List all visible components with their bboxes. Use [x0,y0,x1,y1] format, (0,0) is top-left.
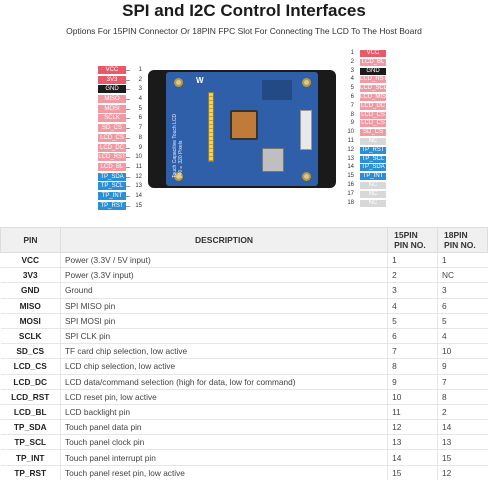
cell-pin: SD_CS [1,344,61,359]
pin-wire [126,177,130,178]
cell-description: SPI CLK pin [60,328,387,343]
cell-18pin-no: 2 [438,404,488,419]
table-row [1,313,488,328]
cell-15pin-no: 9 [388,374,438,389]
pin-number: 16 [347,181,354,188]
table-row [1,283,488,298]
pin-wire [126,167,130,168]
col-header-15pin [388,228,438,253]
pin-wire [126,186,130,187]
cell-pin: 3V3 [1,268,61,283]
cell-18pin-no: 12 [438,465,488,480]
cell-18pin-no: 7 [438,374,488,389]
pin-wire [126,118,130,119]
pin-number: 15 [347,173,354,180]
pin-number: 10 [135,154,142,161]
table-row [1,435,488,450]
pin-label: TP_SDA [98,173,126,181]
pin-number: 4 [350,76,354,83]
pin-label: LCD_RST [98,154,126,161]
pin-number: 5 [138,105,142,112]
cell-pin: LCD_RST [1,389,61,404]
cell-description: Touch panel interrupt pin [60,450,387,465]
cell-18pin-no: NC [438,268,488,283]
col-header-18pin-line1: 18PIN [444,230,468,240]
side-connector [300,110,312,150]
cell-pin: TP_INT [1,450,61,465]
cell-18pin-no: 13 [438,435,488,450]
pin-label: TP_SCL [98,182,126,190]
table-row [1,359,488,374]
pin-number: 7 [138,125,142,132]
pin-number: 2 [350,58,354,65]
pin-label: LCD_DC [99,144,124,151]
pin-label: TP_RST [361,146,385,153]
cell-pin: TP_SDA [1,420,61,435]
pin-wire [126,196,130,197]
cell-18pin-no: 14 [438,420,488,435]
pin-label: NC [360,191,386,198]
table-row [1,374,488,389]
col-header-description: DESCRIPTION [60,228,387,253]
pin-wire [126,70,130,71]
pin-number: 9 [138,144,142,151]
cell-18pin-no: 5 [438,313,488,328]
cell-pin: MISO [1,298,61,313]
pin-number: 13 [135,183,142,190]
pin-wire [126,138,130,139]
pin-table [0,227,488,480]
pin-label: NC [360,200,386,207]
cell-pin: VCC [1,253,61,268]
cell-pin: LCD_BL [1,404,61,419]
pin-label: LCD_MISO [360,93,391,100]
pin-number: 8 [350,111,354,118]
pin-label: NC [360,182,386,189]
pin-number: 5 [350,85,354,92]
table-row [1,344,488,359]
cell-pin: LCD_CS [1,359,61,374]
mounting-hole [302,78,311,87]
cell-15pin-no: 14 [388,450,438,465]
pin-number: 2 [138,76,142,83]
page-title: SPI and I2C Control Interfaces [122,1,366,20]
cell-15pin-no: 12 [388,420,438,435]
table-row [1,298,488,313]
pin-number: 7 [350,102,354,109]
pin-label: LCD_DC [360,102,385,109]
pcb-component [262,80,292,100]
pin-number: 1 [350,50,354,56]
pin-label: GND [360,68,386,75]
pin-number: 9 [350,120,354,127]
pin-label: SD_CS [360,129,386,136]
pin-label: MISO [98,95,126,103]
cell-15pin-no: 10 [388,389,438,404]
table-row [1,268,488,283]
fpc-slot [230,110,258,140]
mounting-hole [302,172,311,181]
pin-wire [126,206,130,207]
cell-18pin-no: 3 [438,283,488,298]
cell-15pin-no: 6 [388,328,438,343]
col-header-pin: PIN [1,228,61,253]
pin-number: 3 [350,67,354,74]
pin-number: 6 [138,115,142,122]
pin-number: 4 [138,96,142,103]
mounting-hole [174,78,183,87]
cell-pin: SCLK [1,328,61,343]
pin-number: 3 [138,86,142,93]
pin-number: 12 [135,173,142,180]
pin-label: TP_INT [98,192,126,200]
table-row [1,389,488,404]
cell-15pin-no: 2 [388,268,438,283]
pin-label: TP_RST [98,202,126,210]
cell-description: Touch panel data pin [60,420,387,435]
pin-number: 11 [135,163,142,170]
cell-description: SPI MOSI pin [60,313,387,328]
pin-label: SD_CS [98,124,126,132]
cell-description: LCD backlight pin [60,404,387,419]
pin-label: TP_SCL [361,155,385,162]
cell-18pin-no: 9 [438,359,488,374]
col-header-15pin-line2: PIN NO. [394,240,426,250]
pin-number: 17 [347,190,354,197]
cell-15pin-no: 1 [388,253,438,268]
table-row [1,465,488,480]
pin-number: 14 [135,192,142,199]
pin-header-connector [208,92,214,162]
table-row [1,420,488,435]
cell-15pin-no: 13 [388,435,438,450]
cell-15pin-no: 7 [388,344,438,359]
pin-label: TP_SDA [361,164,385,171]
cell-description: LCD reset pin, low active [60,389,387,404]
pin-label: LCD_CS [98,134,126,142]
cell-15pin-no: 11 [388,404,438,419]
pin-label: NC [360,138,386,145]
col-header-15pin-line1: 15PIN [394,230,418,240]
cell-description: LCD chip selection, low active [60,359,387,374]
cell-18pin-no: 15 [438,450,488,465]
cell-description: LCD data/command selection (high for data, low for command) [60,374,387,389]
cell-18pin-no: 4 [438,328,488,343]
cell-15pin-no: 5 [388,313,438,328]
cell-15pin-no: 3 [388,283,438,298]
pin-number: 18 [347,199,354,206]
pin-wire [126,109,130,110]
cell-18pin-no: 8 [438,389,488,404]
pin-number: 6 [350,93,354,100]
pin-number: 15 [135,202,142,209]
pin-label: LCD_BL [361,58,385,65]
pin-label: VCC [360,50,386,57]
cell-description: TF card chip selection, low active [60,344,387,359]
pin-label: GND [98,85,126,93]
cell-18pin-no: 6 [438,298,488,313]
cell-description: Power (3.3V input) [60,268,387,283]
pin-label: TP_INT [360,173,386,180]
table-row [1,328,488,343]
page-subtitle: Options For 15PIN Connector Or 18PIN FPC Slot For Connecting The LCD To The Host Board [66,26,422,36]
pin-label: 3V3 [98,76,126,84]
pin-number: 13 [347,155,354,162]
cell-pin: MOSI [1,313,61,328]
table-row [1,450,488,465]
pin-wire [126,80,130,81]
table-header-row [1,228,488,253]
pin-wire [126,89,130,90]
pin-number: 12 [347,146,354,153]
pin-wire [126,99,130,100]
cell-description: SPI MISO pin [60,298,387,313]
pin-number: 10 [347,129,354,136]
tf-card-slot [262,148,284,172]
pin-number: 11 [347,137,354,144]
pin-wire [126,128,130,129]
cell-15pin-no: 4 [388,298,438,313]
cell-pin: LCD_DC [1,374,61,389]
pin-number: 14 [347,164,354,171]
cell-pin: TP_SCL [1,435,61,450]
pin-label: LCD_CS [361,120,385,127]
table-row [1,404,488,419]
cell-18pin-no: 10 [438,344,488,359]
pin-number: 8 [138,134,142,141]
col-header-18pin-line2: PIN NO. [444,240,476,250]
cell-18pin-no: 1 [438,253,488,268]
brand-logo: W [196,76,204,85]
pin-wire [126,148,130,149]
cell-description: Touch panel reset pin, low active [60,465,387,480]
pin-label: LCD_CS [361,111,385,118]
cell-15pin-no: 15 [388,465,438,480]
cell-pin: GND [1,283,61,298]
cell-description: Touch panel clock pin [60,435,387,450]
pin-wire [126,157,130,158]
pin-label: MOSI [98,105,126,113]
pin-number: 1 [138,67,142,73]
cell-pin: TP_RST [1,465,61,480]
cell-15pin-no: 8 [388,359,438,374]
table-row [1,253,488,268]
cell-description: Power (3.3V / 5V input) [60,253,387,268]
pin-label: LCD_BL [98,163,126,171]
pin-label: LCD_RST [360,76,388,83]
pin-label: VCC [98,66,126,74]
col-header-18pin [438,228,488,253]
pin-label: SCLK [98,114,126,122]
cell-description: Ground [60,283,387,298]
pin-label: LCD_SCLK [360,85,392,92]
board-silkscreen: Touch Capacitive Touch LCD 240×320 Pixels [172,113,184,178]
